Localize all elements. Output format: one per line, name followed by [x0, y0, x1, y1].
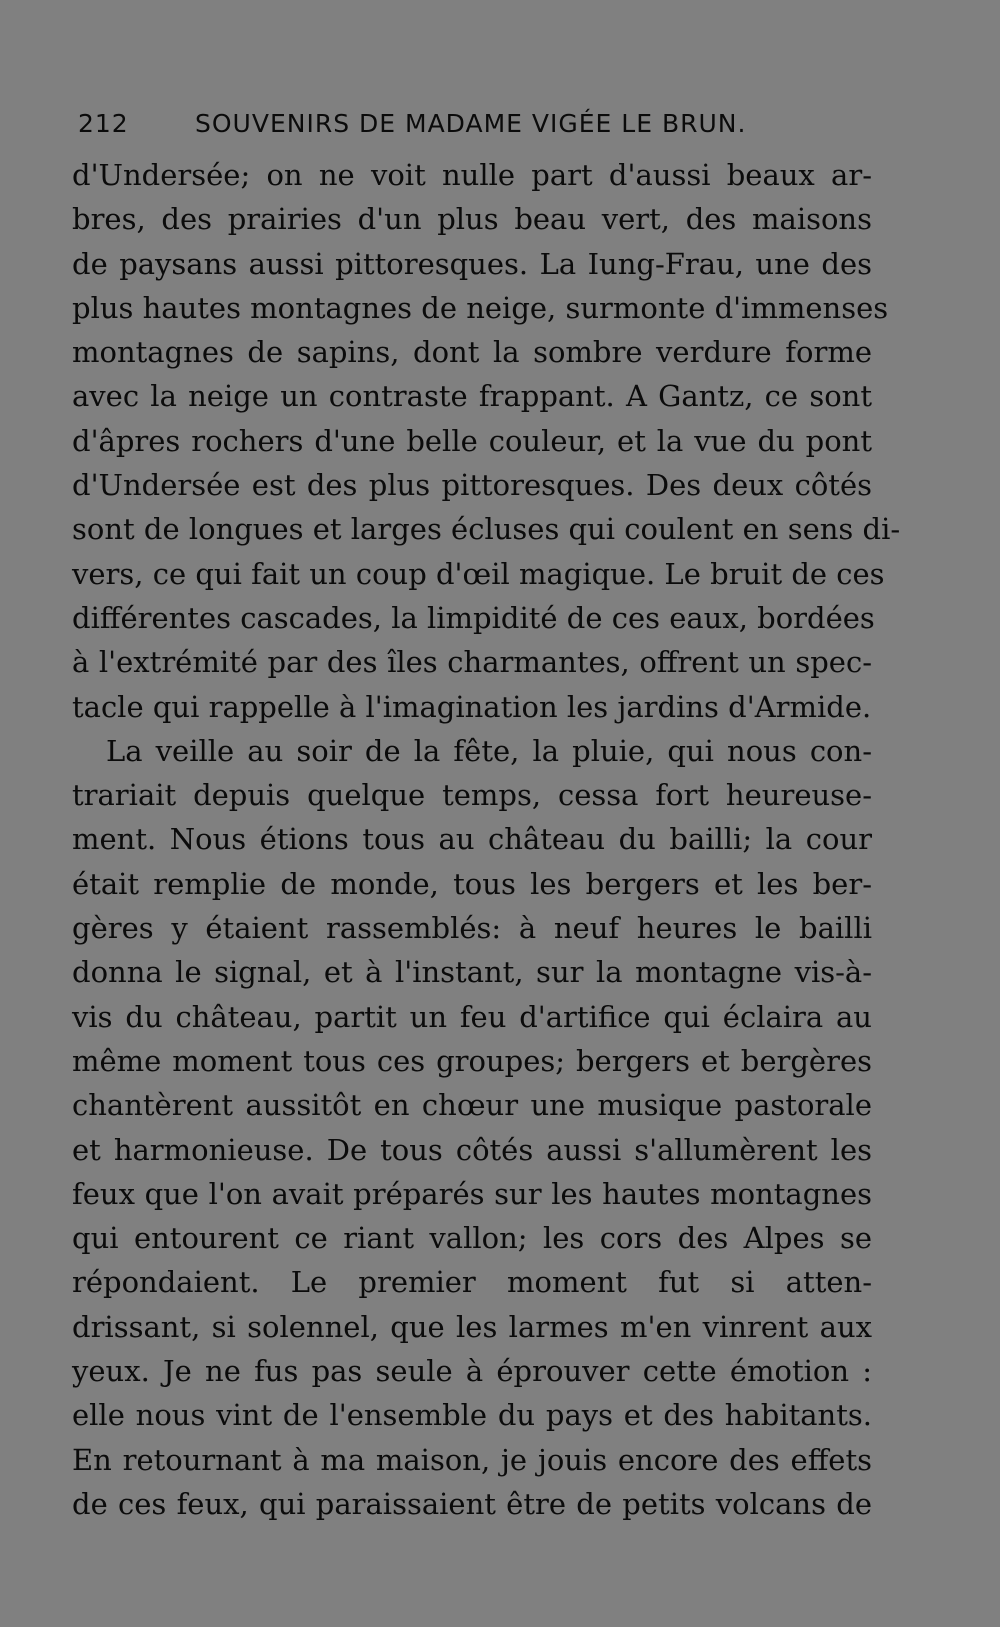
text-line: yeux. Je ne fus pas seule à éprouver cette émotion : [72, 1354, 872, 1389]
text-line: sont de longues et larges écluses qui coulent en sens di- [72, 512, 901, 547]
text-line: répondaient. Le premier moment fut si atten- [72, 1265, 872, 1300]
text-line: bres, des prairies d'un plus beau vert, des maisons [72, 202, 872, 237]
text-line: à l'extrémité par des îles charmantes, offrent un spec- [72, 645, 872, 680]
text-line: était remplie de monde, tous les bergers et les ber- [72, 866, 872, 901]
text-line: d'Undersée est des plus pittoresques. Des deux côtés [72, 468, 872, 503]
text-line: gères y étaient rassemblés: à neuf heures le bailli [72, 911, 872, 946]
text-line: elle nous vint de l'ensemble du pays et des habitants. [72, 1398, 872, 1433]
text-line: drissant, si solennel, que les larmes m'en vinrent aux [72, 1309, 872, 1344]
text-line: feux que l'on avait préparés sur les hautes montagnes [72, 1176, 872, 1211]
text-line: En retournant à ma maison, je jouis encore des effets [72, 1442, 872, 1477]
text-line: ment. Nous étions tous au château du bailli; la cour [72, 822, 872, 857]
text-line: trariait depuis quelque temps, cessa fort heureuse- [72, 778, 872, 813]
running-title: SOUVENIRS DE MADAME VIGÉE LE BRUN. [195, 109, 747, 138]
text-line: différentes cascades, la limpidité de ces eaux, bordées [72, 600, 875, 635]
paragraph-end-line: tacle qui rappelle à l'imagination les jardins d'Armide. [72, 689, 872, 724]
text-line: vers, ce qui fait un coup d'œil magique. Le bruit de ces [72, 556, 885, 591]
text-line: qui entourent ce riant vallon; les cors des Alpes se [72, 1221, 872, 1256]
text-line: de ces feux, qui paraissaient être de petits volcans de [72, 1486, 872, 1521]
text-line: d'Undersée; on ne voit nulle part d'aussi beaux ar- [72, 158, 872, 192]
text-line: chantèrent aussitôt en chœur une musique pastorale [72, 1088, 872, 1123]
text-line: vis du château, partit un feu d'artifice qui éclaira au [72, 999, 872, 1034]
text-line: montagnes de sapins, dont la sombre verdure forme [72, 335, 872, 370]
text-line: et harmonieuse. De tous côtés aussi s'allumèrent les [72, 1132, 872, 1167]
page-number: 212 [78, 109, 129, 138]
body-text [72, 153, 901, 1526]
text-line: d'âpres rochers d'une belle couleur, et la vue du pont [72, 423, 872, 458]
text-line: avec la neige un contraste frappant. A Gantz, ce sont [72, 379, 872, 414]
text-line: plus hautes montagnes de neige, surmonte d'immenses [72, 290, 889, 325]
text-line: donna le signal, et à l'instant, sur la montagne vis-à- [72, 955, 872, 990]
text-line: même moment tous ces groupes; bergers et bergères [72, 1043, 872, 1078]
paragraph-start-line: La veille au soir de la fête, la pluie, qui nous con- [106, 733, 872, 768]
running-header [78, 102, 808, 146]
text-line: de paysans aussi pittoresques. La Iung-Frau, une des [72, 246, 872, 281]
